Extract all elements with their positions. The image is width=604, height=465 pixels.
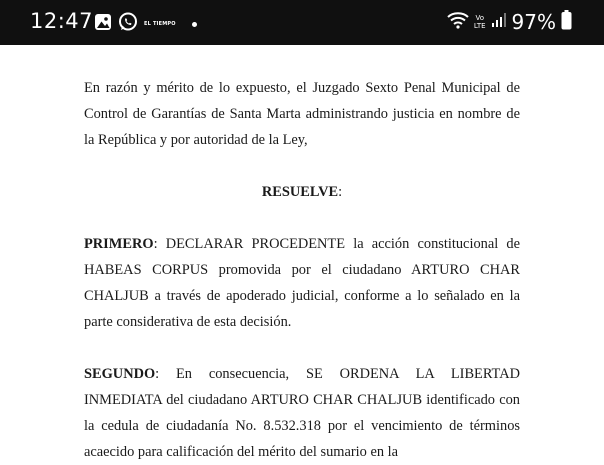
segundo-paragraph: [84, 361, 520, 465]
battery-icon: [561, 10, 572, 34]
segundo-text: : En consecuencia, SE ORDENA LA LIBERTAD INMEDIATA del ciudadano ARTURO CHAR CHALJUB identificado con la cedula de ciudadanía No. 8.532.318 por el vencimiento de términos acaecido para calificación del mérito del sumario en la: [84, 366, 520, 460]
document-body: [84, 75, 520, 465]
intro-paragraph: En razón y mérito de lo expuesto, el Juzgado Sexto Penal Municipal de Control de Garantías de Santa Marta administrando justicia en nombre de la República y por autoridad de la Ley,: [84, 80, 520, 148]
primero-text: : DECLARAR PROCEDENTE la acción constitucional de HABEAS CORPUS promovida por el ciudadano ARTURO CHAR CHALJUB a través de apoderado judicial, conforme a lo señalado en la parte considerativa de esta decisión.: [84, 236, 520, 330]
document-page[interactable]: [0, 45, 604, 460]
resolve-heading-colon: :: [338, 184, 343, 200]
notification-icons: [94, 12, 197, 36]
segundo-label: SEGUNDO: [84, 366, 156, 382]
resolve-heading: [84, 179, 520, 205]
status-bar: [0, 0, 604, 45]
resolve-heading-word: RESUELVE: [261, 184, 339, 200]
more-notifications-dot: [192, 22, 197, 27]
news-app-label: EL TIEMPO: [144, 21, 176, 27]
wifi-icon: [447, 11, 469, 33]
whatsapp-icon: [118, 12, 138, 36]
primero-label: PRIMERO: [84, 236, 154, 252]
system-icons: [447, 10, 572, 34]
volte-indicator: Vo LTE: [473, 14, 486, 30]
gallery-icon: [94, 13, 112, 35]
battery-percent: 97%: [511, 10, 556, 34]
signal-icon: [491, 12, 507, 32]
clock: 12:47: [30, 9, 94, 33]
primero-paragraph: [84, 231, 520, 335]
